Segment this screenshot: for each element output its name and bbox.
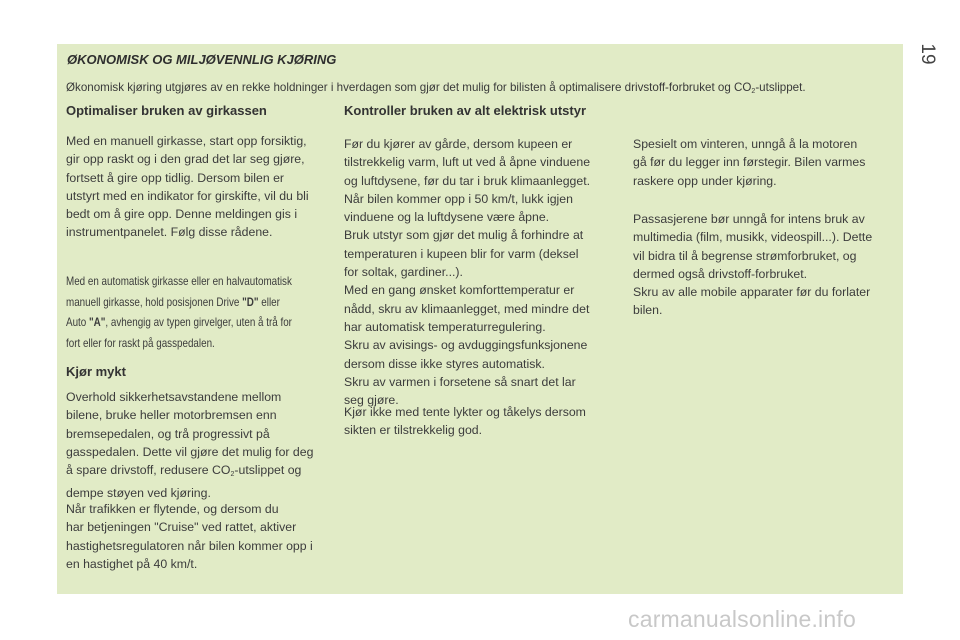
smooth-driving-heading: Kjør mykt [66, 364, 126, 379]
electric-heading: Kontroller bruken av alt elektrisk utstyr [344, 103, 587, 118]
electric-paragraph-2: Kjør ikke med tente lykter og tåkelys dersom sikten er tilstrekkelig god. [344, 405, 586, 438]
section-title: ØKONOMISK OG MILJØVENNLIG KJØRING [67, 52, 337, 67]
automatic-gearbox-note: Med en automatisk girkasse eller en halvautomatisk manuell girkasse, hold posisjonen Drive "D" eller Auto "A", avhengig av typen girvelger, uten å trå for fort eller for raskt på gasspedalen. [66, 274, 292, 350]
gearbox-paragraph: Med en manuell girkasse, start opp forsiktig, gir opp raskt og i den grad det lar seg gjøre, fortsett å gire opp tidlig. Dersom bilen er utstyrt med en indikator for girskifte, vil du bli bedt om å gire opp. Denne meldingen gis i instrumentpanelet. Følg disse rådene. [66, 134, 309, 240]
intro-text: Økonomisk kjøring utgjøres av en rekke holdninger i hverdagen som gjør det mulig for bilisten å optimalisere drivstoff-forbruket og $CO_2$-utslippet. [66, 81, 806, 95]
electric-paragraph-3: Spesielt om vinteren, unngå å la motoren gå før du legger inn førstegir. Bilen varmes raskere opp under kjøring. [633, 137, 866, 188]
gearbox-heading: Optimaliser bruken av girkassen [66, 103, 267, 118]
smooth-driving-paragraph-1: Overhold sikkerhetsavstandene mellom bilene, bruke heller motorbremsen enn bremsepedalen, og trå progressivt på gasspedalen. Dette vil gjøre det mulig for deg å spare drivstoff, redusere $CO_2$-utslippet og dempe støyen ved kjøring. [66, 390, 314, 501]
watermark: carmanualsonline.info [628, 606, 856, 632]
smooth-driving-paragraph-2: Når trafikken er flytende, og dersom du har betjeningen "Cruise" ved rattet, aktiver hastighetsregulatoren når bilen kommer opp i en hastighet på 40 km/t. [66, 502, 313, 571]
electric-paragraph-4: Passasjerene bør unngå for intens bruk av multimedia (film, musikk, videospill...). Dette vil bidra til å begrense strømforbruket, og dermed også drivstoff-forbruket. Skru av alle mobile apparater før du forlater bilen. [633, 212, 873, 318]
electric-paragraph-1: Før du kjører av gårde, dersom kupeen er tilstrekkelig varm, luft ut ved å åpne vinduene og luftdysene, før du tar i bruk klimaanlegget. Når bilen kommer opp i 50 km/t, lukk igjen vinduene og la luftdysene være åpne. Bruk utstyr som gjør det mulig å forhindre at temperaturen i kupeen blir for varm (deksel for soltak, gardiner...). Med en gang ønsket komforttemperatur er nådd, skru av klimaanlegget, med mindre det har automatisk temperaturregulering. Skru av avisings- og avduggingsfunksjonene dersom disse ikke styres automatisk. Skru av varmen i forsetene så snart det lar seg gjøre. [344, 137, 591, 408]
page-number: 19 [917, 43, 938, 65]
